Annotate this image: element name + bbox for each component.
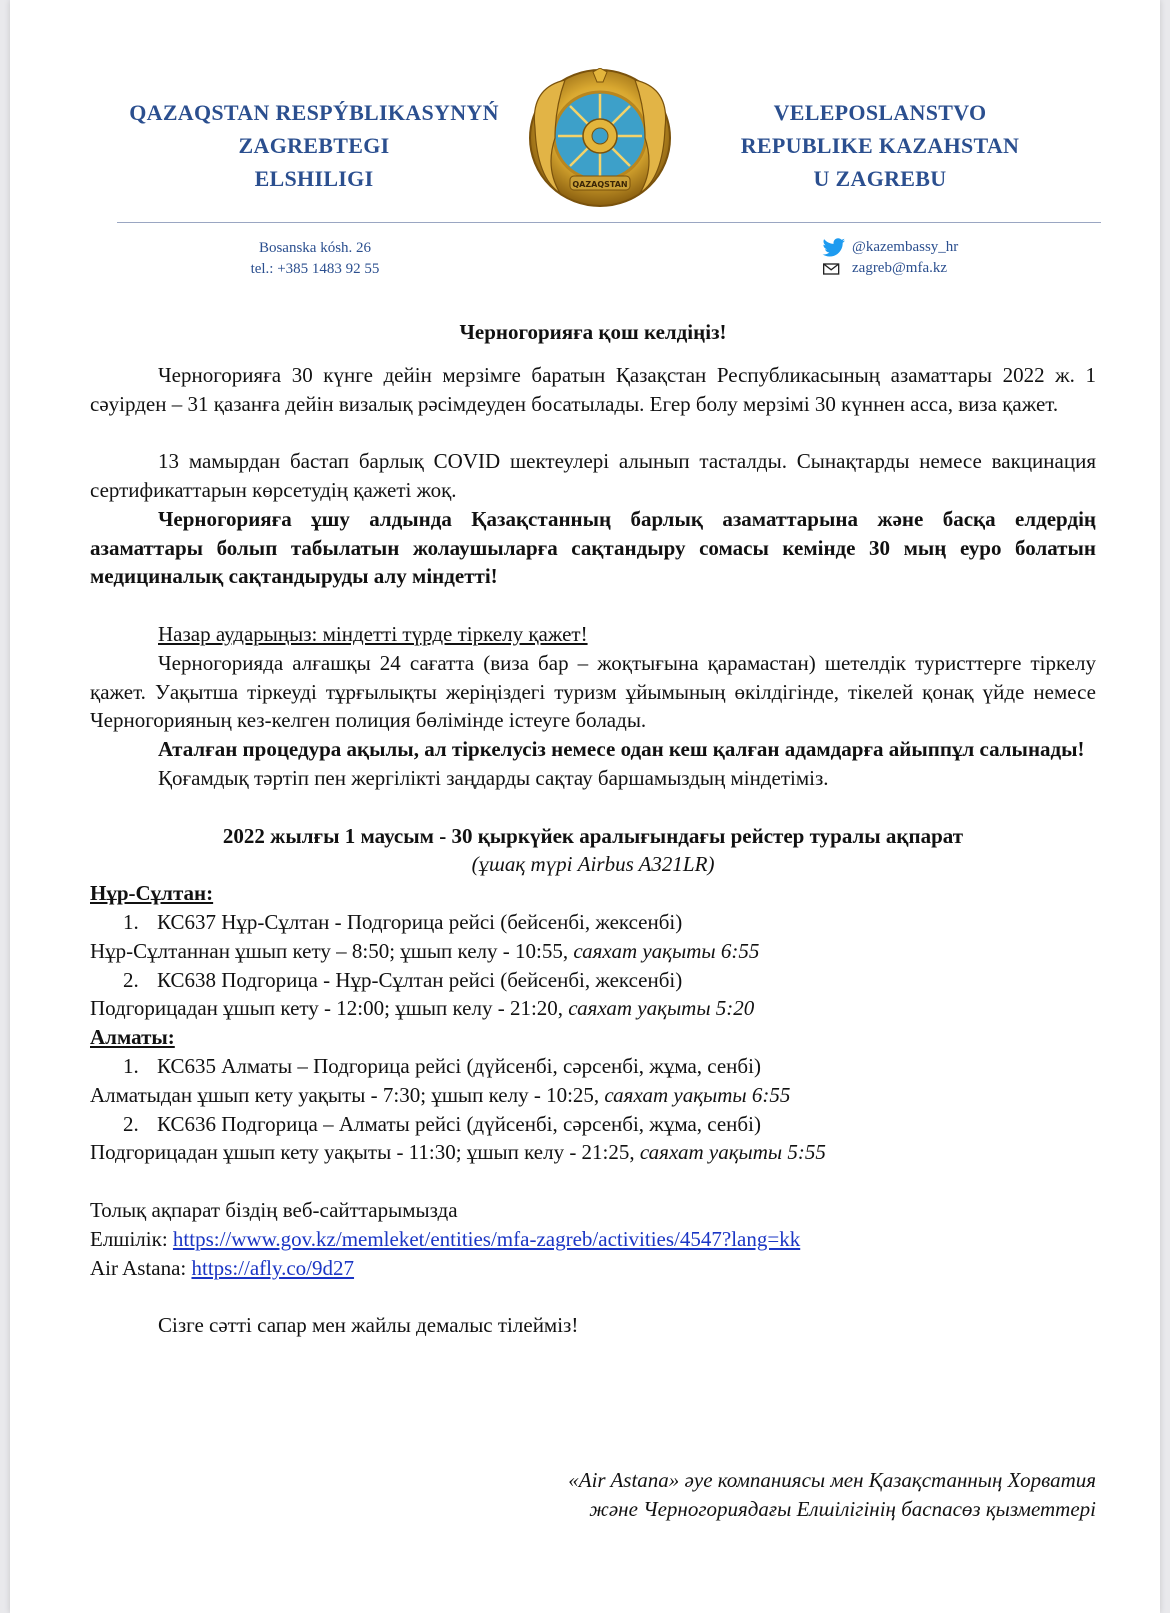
law-paragraph: Қоғамдық тәртіп пен жергілікті заңдарды сақтау баршамыздың міндетіміз.: [158, 765, 829, 790]
email-address: zagreb@mfa.kz: [852, 260, 948, 276]
address-street: Bosanska kósh. 26: [258, 240, 372, 256]
twitter-icon: [822, 238, 846, 258]
address-phone: tel.: +385 1483 92 55: [250, 261, 380, 277]
flight-times: Подгорицадан ұшып кету - 12:00; ұшып келу - 21:20, саяхат уақыты 5:20: [90, 996, 755, 1021]
flight-times: Алматыдан ұшып кету уақыты - 7:30; ұшып келу - 10:25, саяхат уақыты 6:55: [90, 1082, 791, 1107]
embassy-link[interactable]: https://www.gov.kz/memleket/entities/mfa-zagreb/activities/4547?lang=kk: [172, 1226, 801, 1251]
flight-route: 2. КС638 Подгорица - Нұр-Сұлтан рейсі (бейсенбі, жексенбі): [123, 967, 683, 992]
header-kazakh: [114, 96, 514, 195]
email-contact: [822, 258, 1022, 279]
emblem-text: QAZAQSTAN: [572, 180, 628, 189]
city-name: Нұр-Сұлтан:: [90, 881, 214, 906]
twitter-contact: [822, 237, 1022, 258]
embassy-contacts: [822, 237, 1022, 279]
header-right-line-3: U ZAGREBU: [813, 166, 947, 191]
flight-times: Нұр-Сұлтаннан ұшып кету – 8:50; ұшып келу - 10:55, саяхат уақыты 6:55: [90, 938, 760, 963]
header-left-line-3: ELSHILIGI: [254, 166, 374, 191]
footer-line-1: «Air Astana» әуе компаниясы мен Қазақстанның Хорватия: [568, 1468, 1096, 1492]
header-croatian: [680, 96, 1080, 195]
header-left-line-1: QAZAQSTAN RESPÝBLIKASYNYŃ: [129, 100, 499, 125]
footer-line-2: және Черногориядағы Елшілігінің баспасөз қызметтері: [589, 1497, 1096, 1521]
flight-route: 1. КС635 Алматы – Подгорица рейсі (дүйсенбі, сәрсенбі, жұма, сенбі): [123, 1053, 761, 1078]
more-info-text: Толық ақпарат біздің веб-сайттарымызда: [90, 1197, 458, 1222]
visa-paragraph: Черногорияға 30 күнге дейін мерзімге баратын Қазақстан Республикасының азаматтары 2022 ж. 1 сәуірден – 31 қазанға дейін визалық рәсімдеуден босатылады. Егер болу мерзімі 30 күннен асса, виза қажет.: [90, 362, 1096, 416]
flights-title: 2022 жылғы 1 маусым - 30 қыркүйек аралығындағы рейстер туралы ақпарат: [222, 823, 964, 848]
city-almaty: [90, 1023, 1096, 1167]
insurance-paragraph: Черногорияға ұшу алдында Қазақстанның барлық азаматтарына және басқа елдердің азаматтары болып табылатын жолаушыларға сақтандыру сомасы кемінде 30 мың еуро болатын медициналық сақтандыруды алу міндетті!: [90, 506, 1096, 589]
page-title: Черногорияға қош келдіңіз!: [459, 320, 727, 344]
covid-paragraph: 13 мамырдан бастап барлық COVID шектеулері алынып тасталды. Сынақтарды немесе вакцинация сертификаттарын көрсетудің қажеті жоқ.: [90, 449, 1096, 502]
twitter-handle: @kazembassy_hr: [852, 239, 959, 255]
signature-footer: [310, 1466, 1096, 1524]
letter-body: [90, 318, 1096, 1340]
header-right-line-1: VELEPOSLANSTVO: [773, 100, 987, 125]
header-left-line-2: ZAGREBTEGI: [238, 133, 390, 158]
wish-text: Сізге сәтті сапар мен жайлы демалыс тілейміз!: [158, 1313, 579, 1338]
city-name: Алматы:: [90, 1025, 175, 1050]
fine-paragraph: Аталған процедура ақылы, ал тіркелусіз немесе одан кеш қалған адамдарға айыппұл салынады!: [158, 737, 1085, 762]
registration-paragraph: Черногорияда алғашқы 24 сағатта (виза бар – жоқтығына қарамастан) шетелдік туристтерге тіркелу қажет. Уақытша тіркеуді тұрғылықты жеріңіздегі туризм ұйымының өкілдігінде, тікелей қонақ үйде немесе Черногорияның кез-келген полиция бөлімінде істеуге болады.: [90, 650, 1096, 733]
city-nursultan: [90, 879, 1096, 1023]
embassy-link-row: Елшілік: https://www.gov.kz/memleket/entities/mfa-zagreb/activities/4547?lang=kk: [90, 1226, 801, 1251]
registration-heading: Назар аударыңыз: міндетті түрде тіркелу қажет!: [158, 621, 588, 646]
embassy-address: [210, 238, 420, 280]
airastana-link-row: Air Astana: https://afly.co/9d27: [90, 1255, 355, 1280]
flights-subtitle: (ұшақ түрі Airbus A321LR): [471, 852, 715, 877]
document-page: [10, 0, 1160, 1613]
flight-times: Подгорицадан ұшып кету уақыты - 11:30; ұшып келу - 21:25, саяхат уақыты 5:55: [90, 1140, 826, 1165]
state-emblem-icon: [525, 68, 675, 213]
flight-route: 1. КС637 Нұр-Сұлтан - Подгорица рейсі (бейсенбі, жексенбі): [123, 909, 683, 934]
header-right-line-2: REPUBLIKE KAZAHSTAN: [740, 133, 1020, 158]
flight-route: 2. КС636 Подгорица – Алматы рейсі (дүйсенбі, сәрсенбі, жұма, сенбі): [123, 1111, 761, 1136]
mail-icon: [822, 259, 842, 279]
header-divider: [117, 222, 1101, 223]
airastana-link[interactable]: https://afly.co/9d27: [191, 1255, 355, 1280]
